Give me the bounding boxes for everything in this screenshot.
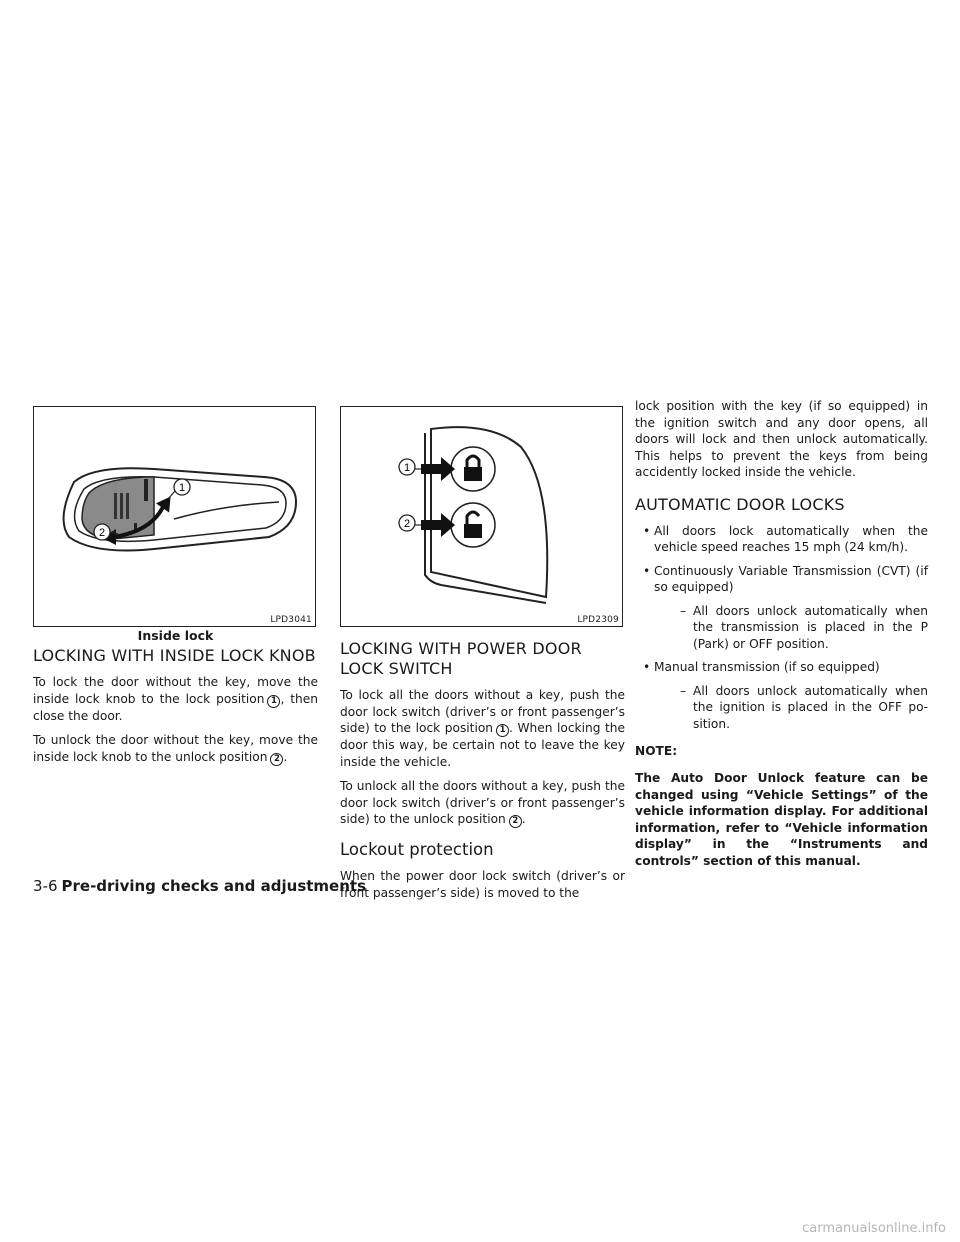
- power-lock-switch-figure: [340, 406, 623, 627]
- list-item: [635, 563, 928, 653]
- watermark: carmanualsonline.info: [802, 1221, 946, 1236]
- sub-item: – All doors unlock automatically when the transmission is placed in the P (Park) or OFF position.: [654, 603, 928, 653]
- paragraph-text: , then close the door.: [33, 691, 318, 723]
- column-right: [635, 398, 928, 869]
- paragraph: [340, 778, 625, 828]
- paragraph: [33, 674, 318, 724]
- paragraph: [33, 732, 318, 766]
- callout-number: 2: [270, 753, 283, 766]
- paragraph: When the power door lock switch (driver’s or front passenger’s side) is moved to the: [340, 869, 625, 900]
- paragraph-text: To lock the door without the key, move the inside lock knob to the lock position: [33, 675, 318, 706]
- note-label: NOTE:: [635, 744, 678, 758]
- paragraph: [340, 687, 625, 770]
- callout-2: 2: [403, 518, 411, 530]
- list-item-text: All doors lock automatically when the vehicle speed reaches 15 mph (24 km/h).: [654, 523, 928, 554]
- callout-1: 1: [178, 482, 186, 494]
- section-heading: LOCKING WITH INSIDE LOCK KNOB: [33, 646, 316, 665]
- page-footer: [33, 877, 366, 895]
- section-heading: LOCKING WITH POWER DOOR LOCK SWITCH: [340, 639, 582, 678]
- paragraph-text: To lock all the doors without a key, push the door lock switch (driver’s or front passenger’s side) to the lock position: [340, 688, 625, 735]
- paragraph-text: To unlock all the doors without a key, push the door lock switch (driver’s or front passenger’s side) to the unlock position: [340, 779, 625, 826]
- list-item: [635, 523, 928, 556]
- subsection-heading: Lockout protection: [340, 840, 494, 859]
- note-text: The Auto Door Unlock feature can be changed using “Vehicle Settings” of the vehicle information display. For additional information, refer to “Vehicle information display” in the “Instruments and controls” section of this manual.: [635, 771, 928, 868]
- figure-caption: Inside lock: [137, 628, 214, 643]
- column-middle: [340, 406, 625, 909]
- callout-number: 1: [496, 724, 509, 737]
- list-item-text: Manual transmission (if so equipped): [654, 660, 880, 674]
- list-item: [635, 659, 928, 732]
- section-title: Pre-driving checks and adjustments: [61, 877, 367, 895]
- power-lock-switch-illustration: [341, 407, 622, 626]
- paragraph: lock position with the key (if so equipped) in the ignition switch and any door opens, all doors will lock and then unlock automatically. This helps to prevent the keys from being accidently locked inside the vehicle.: [635, 399, 928, 479]
- paragraph-text: To unlock the door without the key, move the inside lock knob to the unlock position: [33, 733, 318, 764]
- sub-item: – All doors unlock automatically when the ignition is placed in the OFF position.: [654, 683, 928, 733]
- paragraph-text: .: [521, 812, 526, 826]
- callout-2: 2: [98, 527, 106, 539]
- paragraph-text: . When locking the door this way, be certain not to leave the key inside the vehicle.: [340, 721, 625, 769]
- inside-lock-figure: [33, 406, 316, 627]
- bullet-list: [635, 523, 928, 733]
- paragraph-text: .: [283, 749, 288, 764]
- figure-code: LPD2309: [577, 615, 619, 625]
- callout-number: 1: [267, 695, 280, 708]
- list-item-text: Continuously Variable Transmission (CVT) (if so equipped): [654, 563, 928, 594]
- section-heading: AUTOMATIC DOOR LOCKS: [635, 494, 845, 514]
- callout-1: 1: [403, 462, 411, 474]
- inside-lock-illustration: [34, 407, 315, 626]
- column-left: [33, 406, 318, 774]
- page-number: 3-6: [33, 877, 58, 895]
- figure-code: LPD3041: [270, 615, 312, 625]
- callout-number: 2: [509, 815, 522, 828]
